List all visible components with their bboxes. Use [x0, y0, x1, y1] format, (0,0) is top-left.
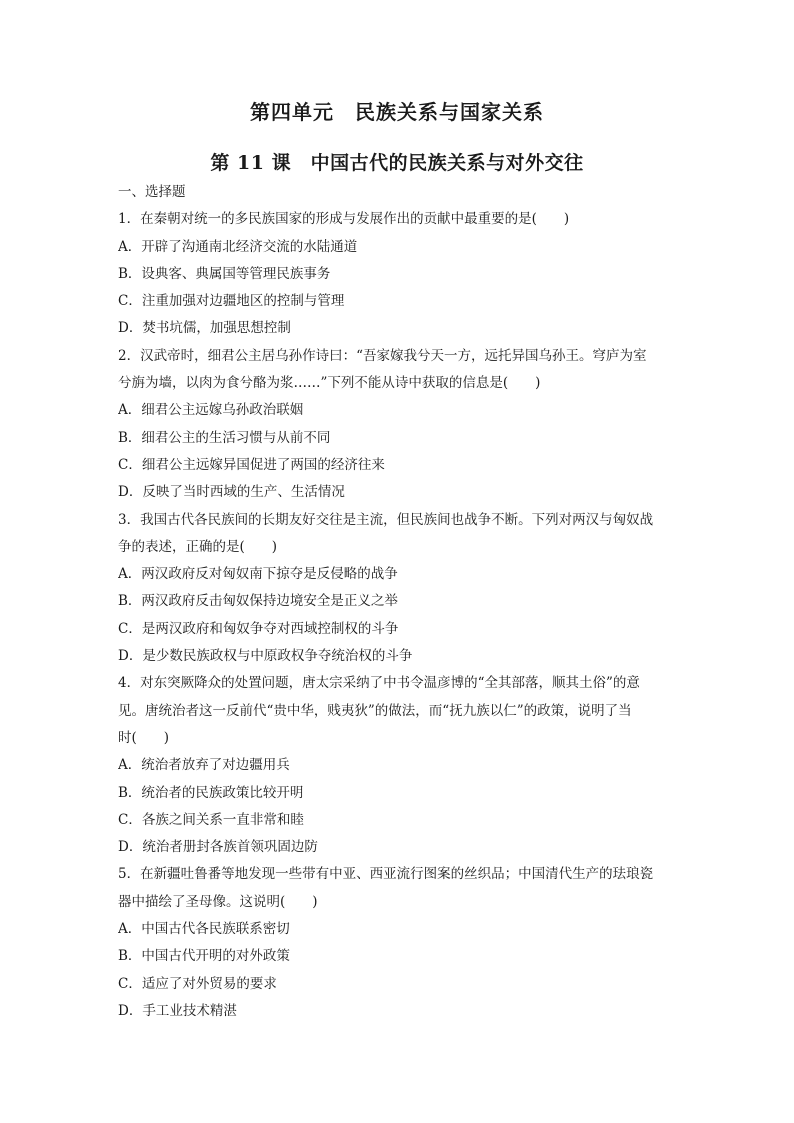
option-c: C．是两汉政府和匈奴争夺对西域控制权的斗争	[118, 620, 399, 637]
question-2	[118, 343, 678, 507]
lesson-title: 第 11 课 中国古代的民族关系与对外交往	[210, 152, 584, 174]
option-b: B．中国古代开明的对外政策	[118, 948, 290, 965]
question-3	[118, 507, 678, 671]
option-c: C．注重加强对边疆地区的控制与管理	[118, 293, 345, 310]
question-5	[118, 861, 678, 1025]
option-c: C．各族之间关系一直非常和睦	[118, 811, 304, 828]
question-stem: 器中描绘了圣母像。这说明( )	[118, 893, 318, 910]
option-d: D．焚书坑儒，加强思想控制	[118, 320, 291, 337]
option-b: B．细君公主的生活习惯与从前不同	[118, 429, 331, 446]
option-d: D．是少数民族政权与中原政权争夺统治权的斗争	[118, 648, 413, 665]
question-stem: 兮旃为墙，以肉为食兮酪为浆……”下列不能从诗中获取的信息是( )	[118, 375, 541, 392]
question-stem: 3．我国古代各民族间的长期友好交往是主流，但民族间也战争不断。下列对两汉与匈奴战	[118, 511, 654, 528]
option-c: C．细君公主远嫁异国促进了两国的经济往来	[118, 456, 385, 473]
option-d: D．手工业技术精湛	[118, 1002, 237, 1019]
option-a: A．中国古代各民族联系密切	[118, 921, 290, 938]
option-c: C．适应了对外贸易的要求	[118, 975, 277, 992]
option-d: D．反映了当时西域的生产、生活情况	[118, 484, 345, 501]
question-stem: 4．对东突厥降众的处置问题，唐太宗采纳了中书令温彦博的“全其部落，顺其土俗”的意	[118, 675, 640, 692]
question-1	[118, 206, 678, 342]
question-stem: 5．在新疆吐鲁番等地发现一些带有中亚、西亚流行图案的丝织品；中国清代生产的珐琅瓷	[118, 866, 654, 883]
option-a: A．开辟了沟通南北经济交流的水陆通道	[118, 238, 358, 255]
option-b: B．设典客、典属国等管理民族事务	[118, 265, 331, 282]
question-4	[118, 670, 678, 861]
question-stem: 2．汉武帝时，细君公主居乌孙作诗曰：“吾家嫁我兮天一方，远托异国乌孙王。穹庐为室	[118, 347, 647, 364]
option-a: A．细君公主远嫁乌孙政治联姻	[118, 402, 304, 419]
question-stem: 时( )	[118, 729, 170, 746]
option-b: B．统治者的民族政策比较开明	[118, 784, 304, 801]
option-b: B．两汉政府反击匈奴保持边境安全是正义之举	[118, 593, 398, 610]
section-heading: 一、选择题	[118, 184, 186, 200]
option-a: A．统治者放弃了对边疆用兵	[118, 757, 290, 774]
unit-title: 第四单元 民族关系与国家关系	[250, 100, 544, 124]
option-d: D．统治者册封各族首领巩固边防	[118, 839, 318, 856]
option-a: A．两汉政府反对匈奴南下掠夺是反侵略的战争	[118, 566, 398, 583]
question-stem: 见。唐统治者这一反前代“贵中华，贱夷狄”的做法，而“抚九族以仁”的政策，说明了当	[118, 702, 632, 719]
question-body	[118, 179, 678, 1025]
question-stem: 争的表述，正确的是( )	[118, 538, 278, 555]
question-stem: 1．在秦朝对统一的多民族国家的形成与发展作出的贡献中最重要的是( )	[118, 211, 570, 228]
